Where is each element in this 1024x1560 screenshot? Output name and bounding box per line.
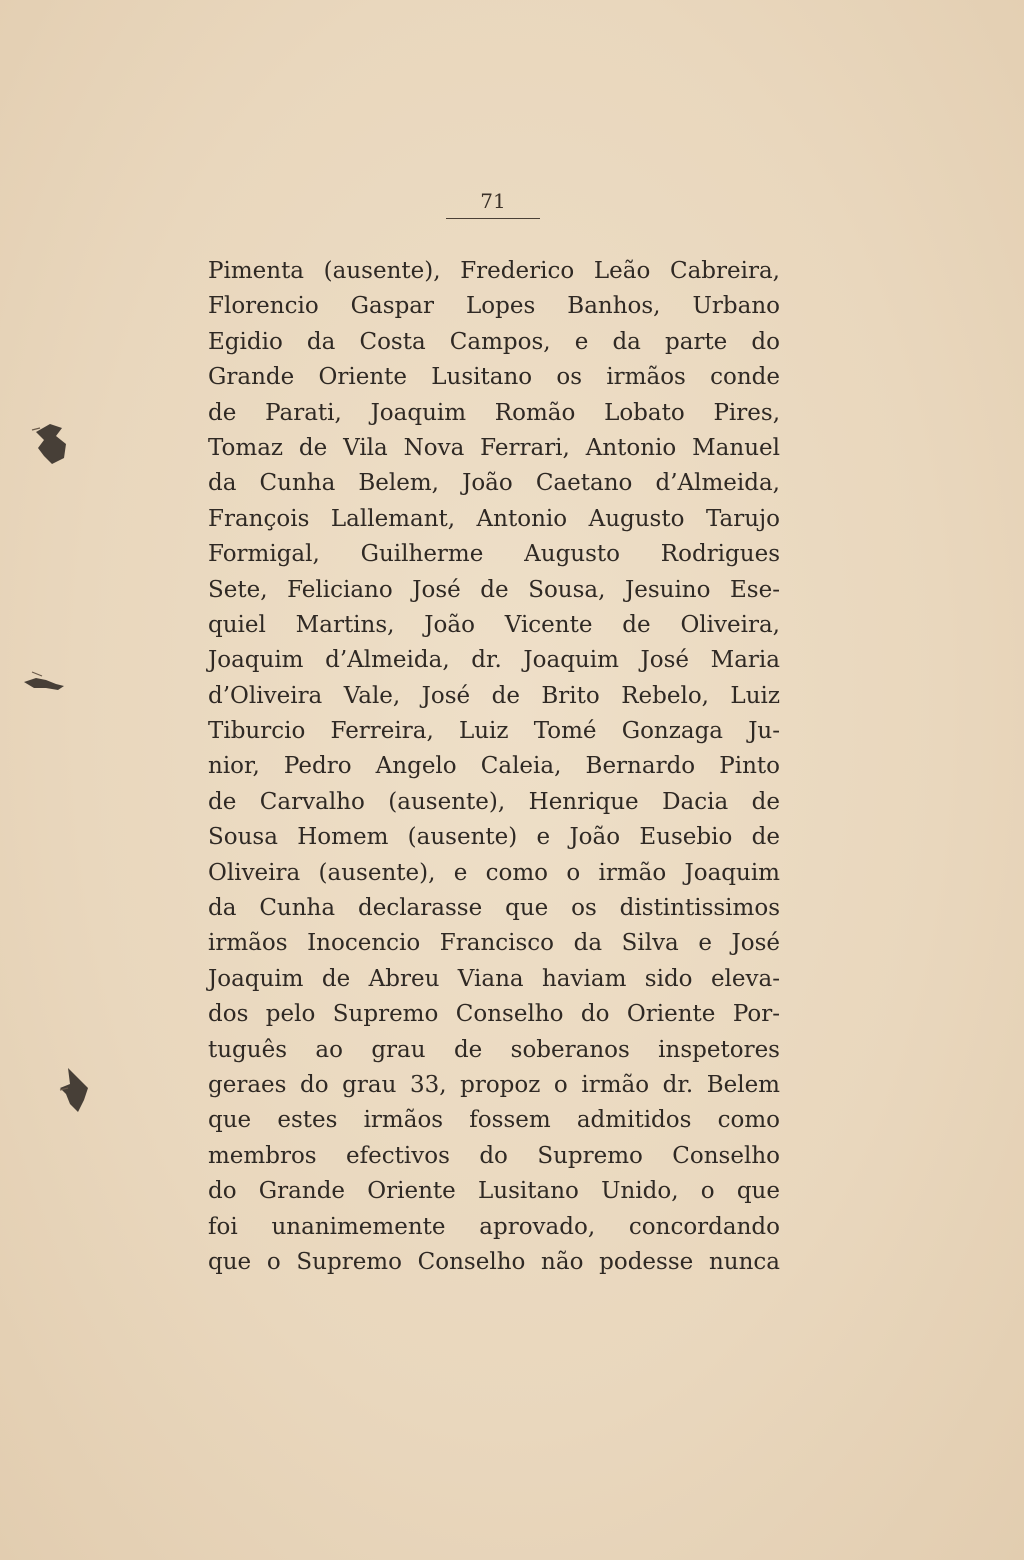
text-line: de Parati, Joaquim Romão Lobato Pires, bbox=[208, 399, 780, 426]
text-line: Formigal, Guilherme Augusto Rodrigues bbox=[208, 541, 780, 568]
text-line: Sete, Feliciano José de Sousa, Jesuino Ese- bbox=[208, 576, 780, 603]
text-line: da Cunha Belem, João Caetano d’Almeida, bbox=[208, 470, 780, 497]
text-line: Grande Oriente Lusitano os irmãos conde bbox=[208, 364, 780, 391]
text-line: Oliveira (ausente), e como o irmão Joaquim bbox=[208, 859, 780, 886]
text-line: de Carvalho (ausente), Henrique Dacia de bbox=[208, 788, 780, 815]
text-line: que estes irmãos fossem admitidos como bbox=[208, 1107, 780, 1134]
text-line: d’Oliveira Vale, José de Brito Rebelo, Luiz bbox=[208, 682, 780, 709]
text-line: da Cunha declarasse que os distintissimos bbox=[208, 895, 780, 922]
text-line: François Lallemant, Antonio Augusto Tarujo bbox=[208, 505, 780, 532]
text-line: Joaquim de Abreu Viana haviam sido eleva- bbox=[208, 965, 780, 992]
text-line: Egidio da Costa Campos, e da parte do bbox=[208, 328, 780, 355]
text-line: tuguês ao grau de soberanos inspetores bbox=[208, 1036, 780, 1063]
text-line: Sousa Homem (ausente) e João Eusebio de bbox=[208, 824, 780, 851]
text-line: do Grande Oriente Lusitano Unido, o que bbox=[208, 1178, 780, 1205]
text-line: Tomaz de Vila Nova Ferrari, Antonio Manuel bbox=[208, 434, 780, 461]
page-number-rule bbox=[446, 218, 540, 219]
page-number: 71 bbox=[480, 189, 506, 213]
text-line: nior, Pedro Angelo Caleia, Bernardo Pinto bbox=[208, 753, 780, 780]
text-line: quiel Martins, João Vicente de Oliveira, bbox=[208, 611, 780, 638]
text-line: Pimenta (ausente), Frederico Leão Cabreira, bbox=[208, 258, 780, 284]
text-line: Tiburcio Ferreira, Luiz Tomé Gonzaga Ju- bbox=[208, 718, 780, 745]
body-text bbox=[208, 254, 780, 1280]
binding-hole-top bbox=[30, 418, 74, 468]
text-line: que o Supremo Conselho não podesse nunca bbox=[208, 1248, 780, 1275]
text-line: Joaquim d’Almeida, dr. Joaquim José Maria bbox=[208, 647, 780, 674]
binding-hole-bottom bbox=[54, 1064, 94, 1118]
text-line: irmãos Inocencio Francisco da Silva e José bbox=[208, 930, 780, 957]
text-line: membros efectivos do Supremo Conselho bbox=[208, 1142, 780, 1169]
text-line: foi unanimemente aprovado, concordando bbox=[208, 1213, 780, 1240]
binding-hole-middle bbox=[20, 666, 68, 700]
text-line: Florencio Gaspar Lopes Banhos, Urbano bbox=[208, 293, 780, 320]
text-line: geraes do grau 33, propoz o irmão dr. Belem bbox=[208, 1071, 780, 1098]
text-line: dos pelo Supremo Conselho do Oriente Por- bbox=[208, 1001, 780, 1028]
